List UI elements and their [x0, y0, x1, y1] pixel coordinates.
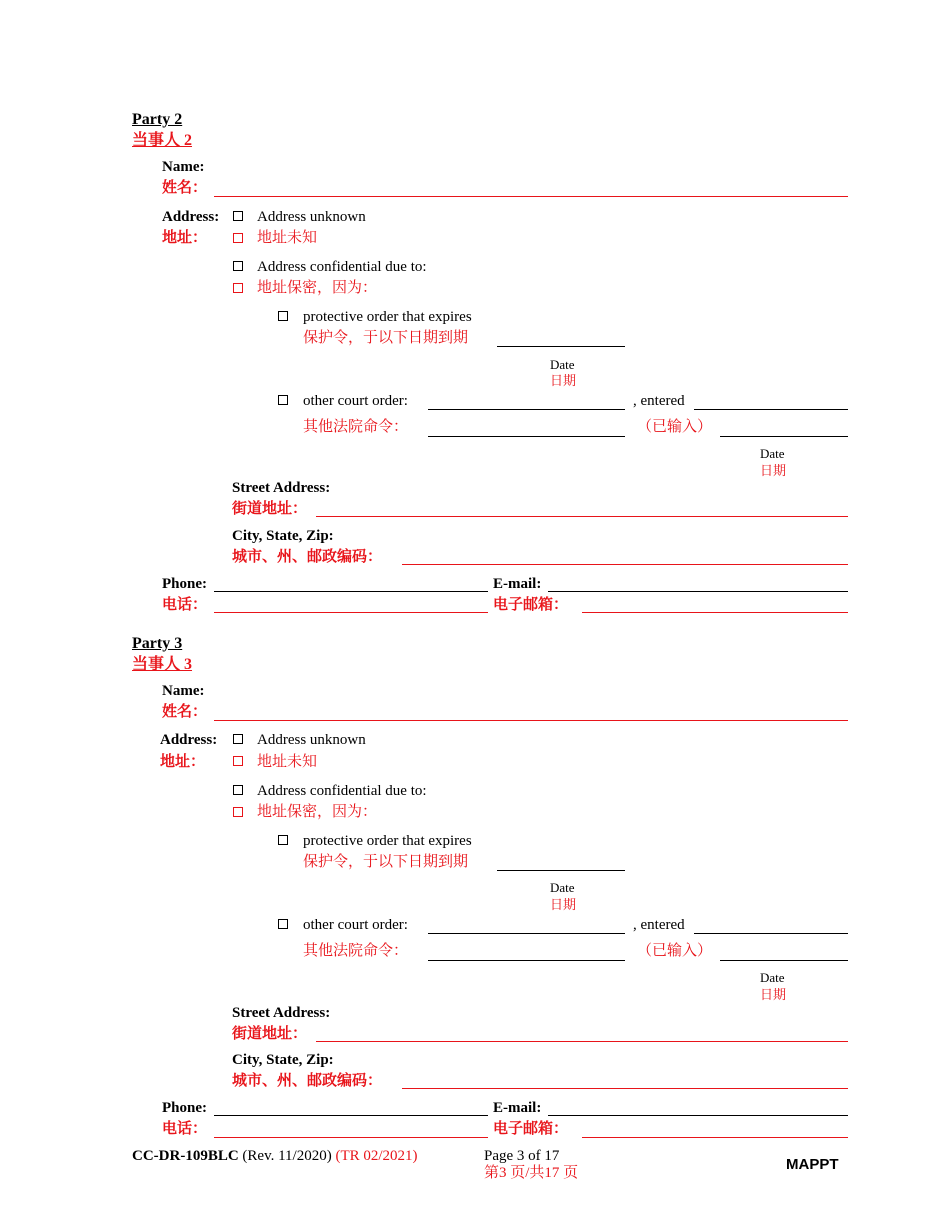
party2-protective-order-checkbox[interactable]	[278, 311, 288, 321]
party2-name-label-zh: 姓名：	[162, 180, 208, 196]
party2-city-field[interactable]	[402, 564, 848, 565]
party2-entered-date-field[interactable]	[694, 409, 848, 410]
party3-email-label: E-mail:	[493, 1100, 542, 1116]
party2-other-order-field[interactable]	[428, 409, 625, 410]
party2-email-label-zh: 电子邮箱：	[493, 597, 569, 613]
party3-entered-date-field-zh[interactable]	[720, 960, 848, 961]
party2-phone-label-zh: 电话：	[162, 597, 208, 613]
party3-entered-date-field[interactable]	[694, 933, 848, 934]
party2-city-label-zh: 城市、州、邮政编码：	[232, 549, 383, 565]
party3-city-field[interactable]	[402, 1088, 848, 1089]
party3-street-field[interactable]	[316, 1041, 848, 1042]
translation-revision: (TR 02/2021)	[335, 1148, 418, 1164]
party3-date-caption-zh: 日期	[550, 897, 577, 912]
party2-heading: Party 2	[132, 111, 183, 128]
party3-email-field-zh[interactable]	[582, 1137, 848, 1138]
party2-email-label: E-mail:	[493, 576, 542, 592]
party3-address-confidential-checkbox[interactable]	[233, 785, 243, 795]
party3-address-label: Address:	[160, 732, 218, 748]
page-number: Page 3 of 17	[484, 1148, 560, 1164]
party2-entered-label-zh: （已输入）	[637, 419, 713, 435]
party2-date2-caption: Date	[760, 446, 785, 461]
party2-other-order-field-zh[interactable]	[428, 436, 625, 437]
party2-address-confidential-checkbox-zh[interactable]	[233, 283, 243, 293]
party3-name-label-zh: 姓名：	[162, 704, 208, 720]
party3-entered-label-zh: （已输入）	[637, 943, 713, 959]
party2-protective-order-label: protective order that expires	[303, 309, 472, 325]
party3-city-label: City, State, Zip:	[232, 1052, 334, 1068]
party2-email-field-zh[interactable]	[582, 612, 848, 613]
party3-phone-label-zh: 电话：	[162, 1121, 208, 1137]
party2-address-confidential-label-zh: 地址保密，因为：	[257, 280, 378, 296]
party3-protective-order-label: protective order that expires	[303, 833, 472, 849]
party2-other-order-checkbox[interactable]	[278, 395, 288, 405]
party3-name-field[interactable]	[214, 720, 848, 721]
party2-protective-order-label-zh: 保护令，于以下日期到期	[303, 330, 469, 346]
party3-address-unknown-checkbox[interactable]	[233, 734, 243, 744]
party2-date-caption: Date	[550, 357, 575, 372]
party3-other-order-label-zh: 其他法院命令：	[303, 943, 409, 959]
party2-address-label-zh: 地址：	[162, 230, 208, 246]
form-revision: (Rev. 11/2020)	[238, 1148, 336, 1164]
party2-protective-order-date-field[interactable]	[497, 346, 625, 347]
party3-address-unknown-label: Address unknown	[257, 732, 366, 748]
party3-entered-label: , entered	[633, 917, 685, 933]
party2-name-field[interactable]	[214, 196, 848, 197]
party2-address-unknown-checkbox-zh[interactable]	[233, 233, 243, 243]
party3-date-caption: Date	[550, 880, 575, 895]
party3-phone-label: Phone:	[162, 1100, 207, 1116]
party2-heading-zh: 当事人 2	[132, 132, 193, 149]
party3-protective-order-checkbox[interactable]	[278, 835, 288, 845]
party3-phone-field[interactable]	[214, 1115, 488, 1116]
party2-street-label-zh: 街道地址：	[232, 501, 308, 517]
party3-other-order-checkbox[interactable]	[278, 919, 288, 929]
party2-name-label: Name:	[162, 159, 205, 175]
party2-phone-label: Phone:	[162, 576, 207, 592]
party3-address-confidential-checkbox-zh[interactable]	[233, 807, 243, 817]
party2-email-field[interactable]	[548, 591, 848, 592]
party3-address-unknown-label-zh: 地址未知	[257, 754, 318, 770]
party2-address-confidential-label: Address confidential due to:	[257, 259, 427, 275]
party2-address-unknown-label: Address unknown	[257, 209, 366, 225]
party2-phone-field[interactable]	[214, 591, 488, 592]
party3-email-field[interactable]	[548, 1115, 848, 1116]
party3-other-order-field[interactable]	[428, 933, 625, 934]
party3-address-confidential-label: Address confidential due to:	[257, 783, 427, 799]
party2-other-order-label: other court order:	[303, 393, 408, 409]
footer-form-info	[132, 1149, 418, 1164]
party2-date2-caption-zh: 日期	[760, 463, 787, 478]
party3-street-label-zh: 街道地址：	[232, 1026, 308, 1042]
party3-name-label: Name:	[162, 683, 205, 699]
party2-phone-field-zh[interactable]	[214, 612, 488, 613]
party3-city-label-zh: 城市、州、邮政编码：	[232, 1073, 383, 1089]
party2-city-label: City, State, Zip:	[232, 528, 334, 544]
form-id: CC-DR-109BLC	[132, 1148, 239, 1164]
party3-address-unknown-checkbox-zh[interactable]	[233, 756, 243, 766]
party2-street-label: Street Address:	[232, 480, 331, 496]
party3-phone-field-zh[interactable]	[214, 1137, 488, 1138]
party2-entered-date-field-zh[interactable]	[720, 436, 848, 437]
mappt-label: MAPPT	[786, 1156, 839, 1173]
party2-address-unknown-label-zh: 地址未知	[257, 230, 318, 246]
party2-address-label: Address:	[162, 209, 220, 225]
party3-street-label: Street Address:	[232, 1005, 331, 1021]
party2-address-confidential-checkbox[interactable]	[233, 261, 243, 271]
party2-date-caption-zh: 日期	[550, 373, 577, 388]
party3-other-order-label: other court order:	[303, 917, 408, 933]
party2-entered-label: , entered	[633, 393, 685, 409]
party3-address-label-zh: 地址：	[160, 754, 206, 770]
party3-other-order-field-zh[interactable]	[428, 960, 625, 961]
party3-heading: Party 3	[132, 635, 183, 652]
party2-other-order-label-zh: 其他法院命令：	[303, 419, 409, 435]
party3-protective-order-date-field[interactable]	[497, 870, 625, 871]
party3-address-confidential-label-zh: 地址保密，因为：	[257, 804, 378, 820]
party2-address-unknown-checkbox[interactable]	[233, 211, 243, 221]
party3-date2-caption: Date	[760, 970, 785, 985]
party3-protective-order-label-zh: 保护令，于以下日期到期	[303, 854, 469, 870]
party3-date2-caption-zh: 日期	[760, 987, 787, 1002]
party3-heading-zh: 当事人 3	[132, 656, 193, 673]
party2-street-field[interactable]	[316, 516, 848, 517]
page-number-zh: 第3 页/共17 页	[484, 1165, 579, 1181]
party3-email-label-zh: 电子邮箱：	[493, 1121, 569, 1137]
